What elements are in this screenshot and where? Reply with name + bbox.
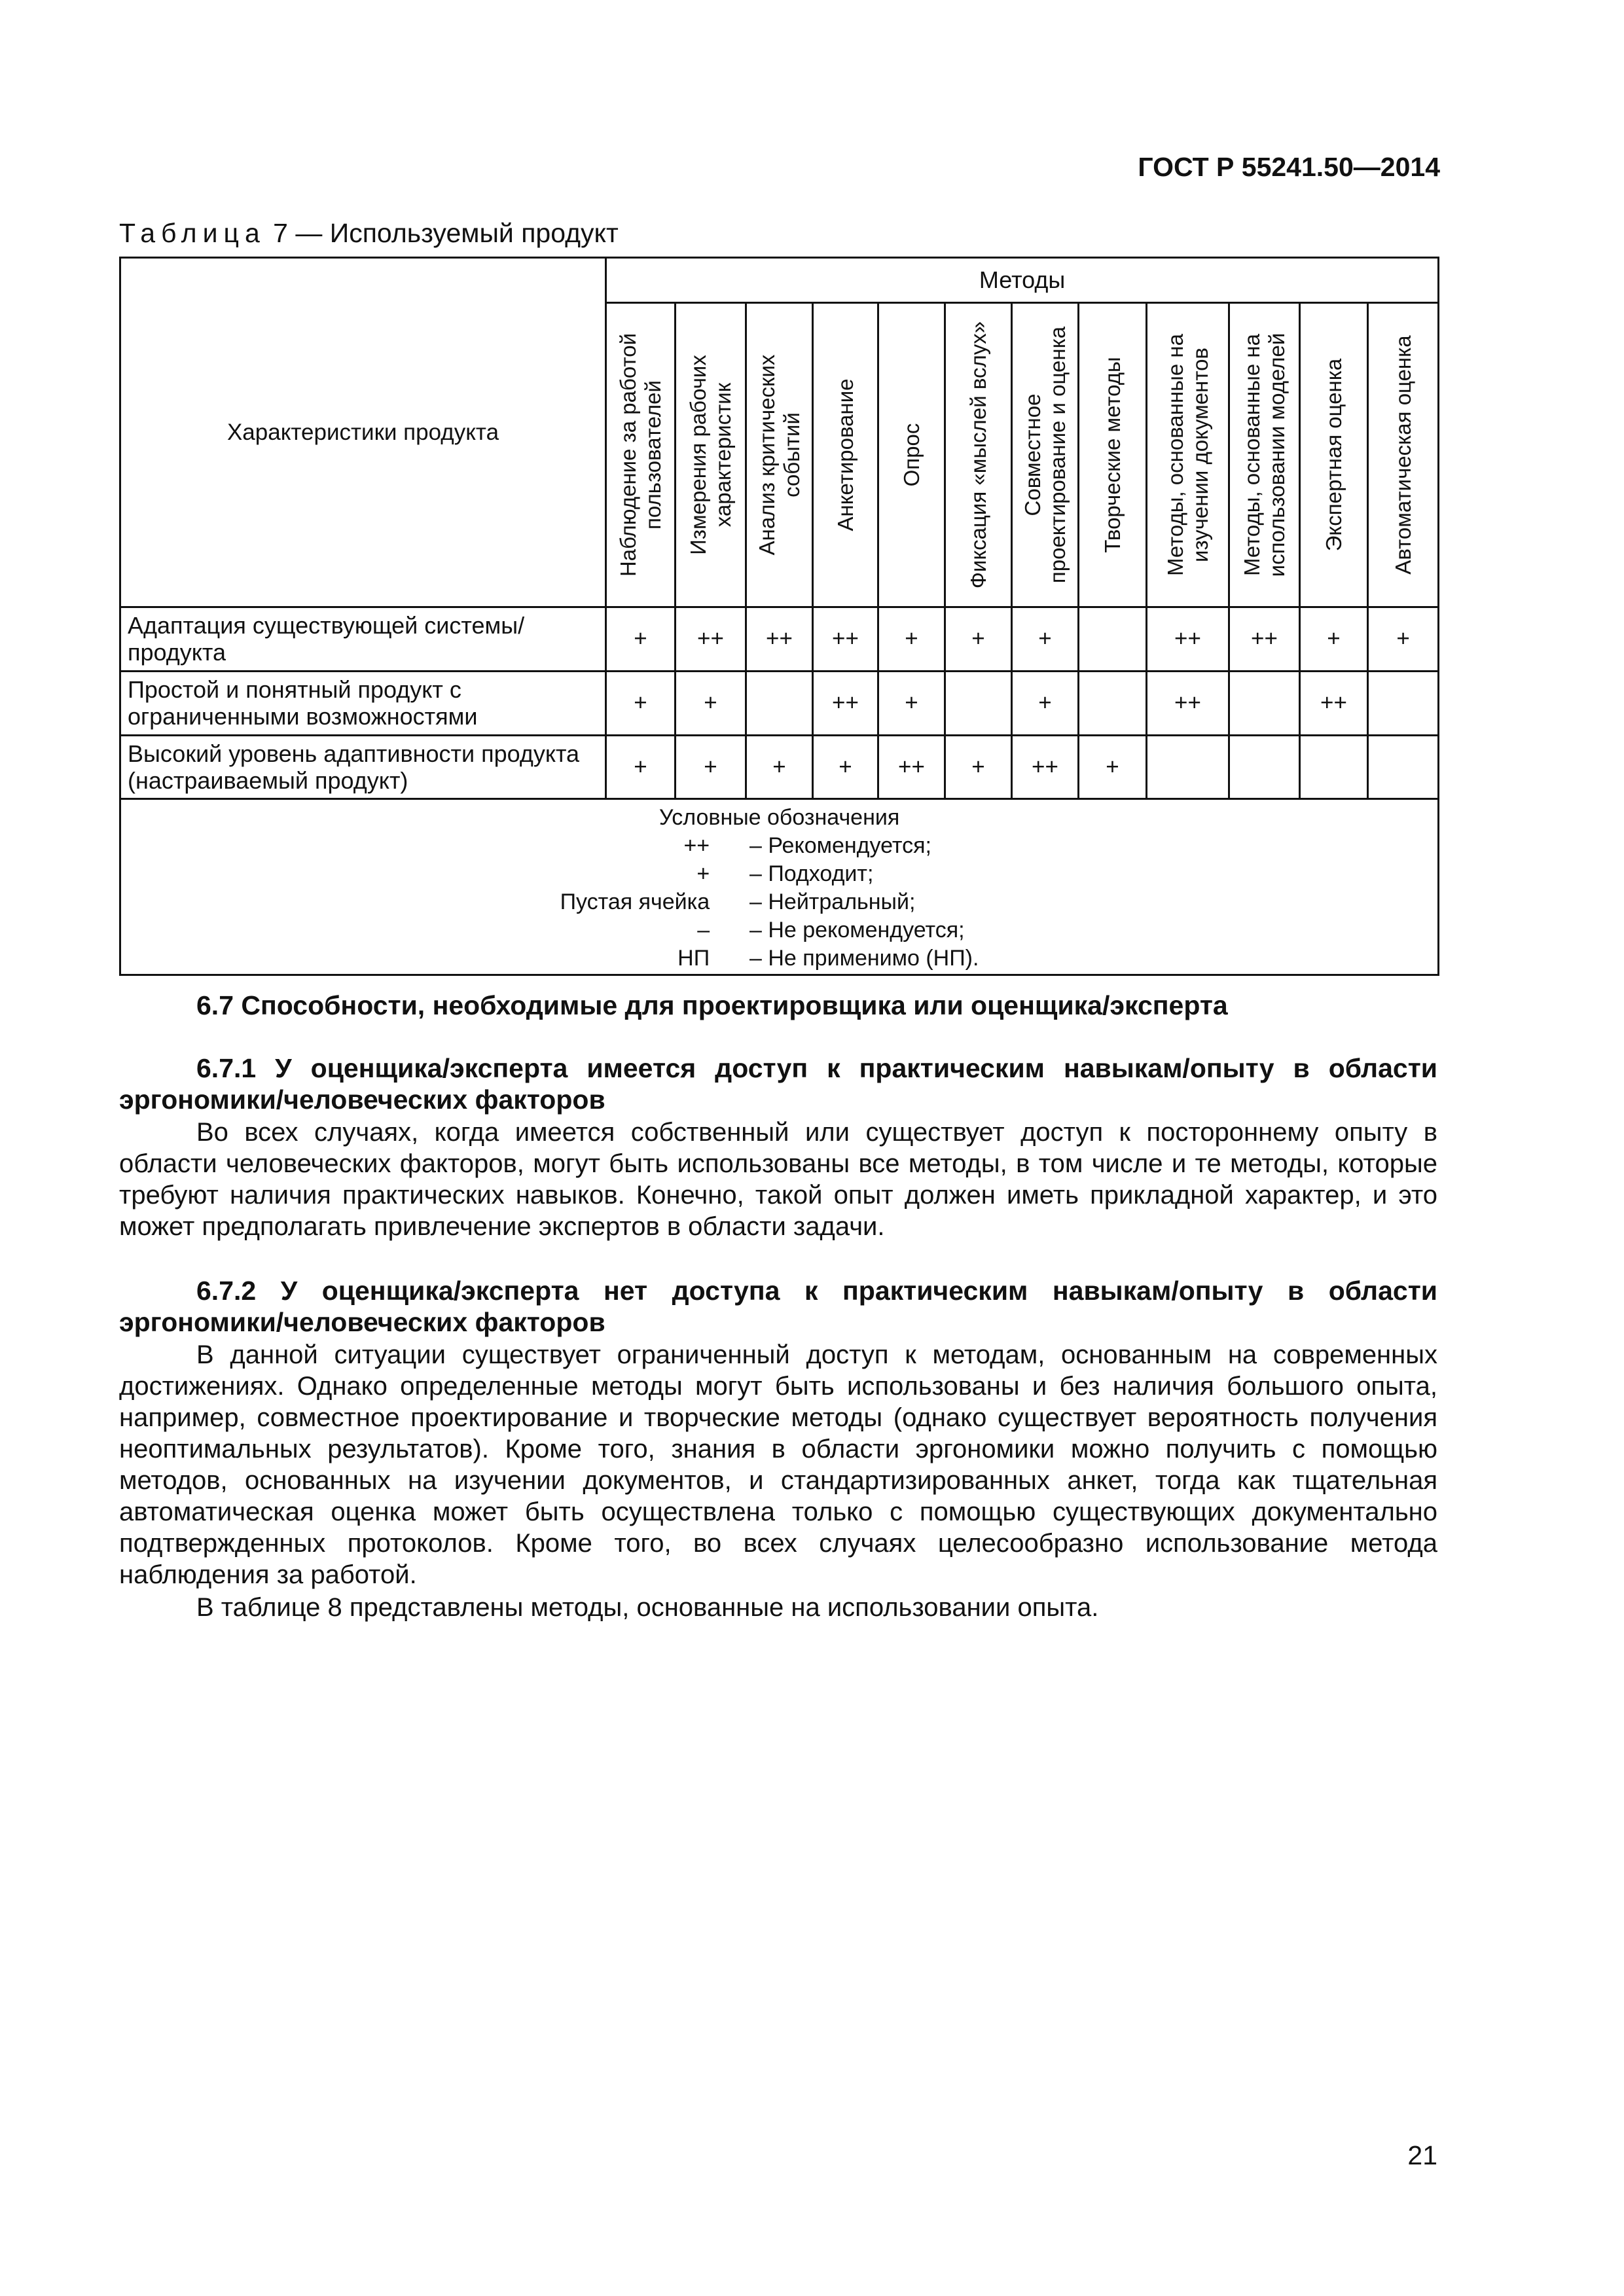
column-header-text: Наблюдение за работой пользователей	[615, 332, 665, 577]
table-header-row-1	[120, 258, 1439, 303]
legend-item	[121, 888, 1437, 916]
table-cell	[1300, 735, 1368, 799]
legend-description: – Рекомендуется;	[749, 833, 931, 859]
column-header	[1012, 303, 1079, 607]
column-header	[1300, 303, 1368, 607]
table-cell: +	[1300, 607, 1368, 672]
table-cell	[945, 671, 1012, 735]
column-header	[746, 303, 813, 607]
section-6-7-2-paragraph-2: В таблице 8 представлены методы, основанные на использовании опыта.	[196, 1593, 1099, 1622]
column-header-text: Творческие методы	[1100, 357, 1125, 553]
table-cell: ++	[746, 607, 813, 672]
table-cell: ++	[1012, 735, 1079, 799]
methods-table	[119, 257, 1439, 976]
table-cell	[746, 671, 813, 735]
column-header	[878, 303, 945, 607]
table-cell: +	[945, 735, 1012, 799]
table-cell: +	[813, 735, 878, 799]
section-6-7-2-paragraph: В данной ситуации существует ограниченный доступ к методам, основанным на современных достижениях. Однако определенные методы могут быть использованы и без наличия большого опыта, например, совместное проектирование и творческие методы (однако существует вероятность получения неоптимальных результатов). Кроме того, знания в области эргономики можно получить с помощью методов, основанных на изучении документов, и стандартизированных анкет, тогда как тщательная автоматическая оценка может быть осуществлена только с помощью существующих документально подтвержденных протоколов. Кроме того, во всех случаях целесообразно использование метода наблюдения за работой.	[119, 1340, 1437, 1589]
table-row	[120, 607, 1439, 672]
table-cell: ++	[1147, 671, 1229, 735]
legend-symbol: ++	[683, 833, 710, 859]
legend-description: – Нейтральный;	[749, 889, 916, 915]
table-cell	[1079, 607, 1147, 672]
table-row	[120, 671, 1439, 735]
section-6-7-heading: 6.7 Способности, необходимые для проектировщика или оценщика/эксперта	[196, 990, 1228, 1020]
section-6-7-1-heading: 6.7.1 У оценщика/эксперта имеется доступ к практическим навыкам/опыту в области эргономики/человеческих факторов	[119, 1053, 1437, 1115]
column-header-text: Измерения рабочих характеристик	[685, 355, 735, 555]
column-header	[1147, 303, 1229, 607]
table-cell: +	[1368, 607, 1439, 672]
column-header	[1368, 303, 1439, 607]
table-cell: +	[676, 671, 746, 735]
column-header-text: Опрос	[899, 423, 924, 487]
table-cell: ++	[1229, 607, 1300, 672]
legend-symbol: Пустая ячейка	[560, 889, 710, 915]
column-header-text: Фиксация «мыслей вслух»	[965, 321, 990, 589]
table-cell	[1368, 671, 1439, 735]
table-cell: +	[1012, 607, 1079, 672]
row-label: Адаптация существующей системы/продукта	[120, 607, 606, 672]
section-6-7-1-paragraph: Во всех случаях, когда имеется собственный или существует доступ к постороннему опыту в области человеческих факторов, могут быть использованы все методы, в том числе и те методы, которые требуют наличия практических навыков. Конечно, такой опыт должен иметь прикладной характер, и это может предполагать привлечение экспертов в области задачи.	[119, 1118, 1437, 1241]
column-header-text: Автоматическая оценка	[1390, 335, 1415, 575]
table-cell	[1368, 735, 1439, 799]
legend-description: – Не применимо (НП).	[749, 946, 979, 971]
column-header-text: Экспертная оценка	[1321, 358, 1346, 552]
legend-item	[121, 832, 1437, 860]
row-label: Высокий уровень адаптивности продукта (настраиваемый продукт)	[120, 735, 606, 799]
column-header-text: Анкетирование	[833, 378, 857, 531]
table-cell: +	[676, 735, 746, 799]
table-cell: ++	[1300, 671, 1368, 735]
column-header-text: Методы, основанные на изучении документов	[1163, 334, 1212, 577]
table-cell: +	[878, 671, 945, 735]
column-header	[676, 303, 746, 607]
legend-cell	[120, 799, 1439, 975]
row-header-characteristics: Характеристики продукта	[120, 258, 606, 607]
standard-designation: ГОСТ Р 55241.50—2014	[1138, 152, 1440, 182]
page-number: 21	[1407, 2140, 1437, 2170]
table-cell	[1229, 735, 1300, 799]
table-cell: +	[606, 735, 676, 799]
table-cell: +	[878, 607, 945, 672]
legend-item	[121, 916, 1437, 944]
table-cell: +	[606, 607, 676, 672]
legend-description: – Подходит;	[749, 861, 874, 887]
legend-symbol: +	[696, 861, 710, 887]
column-header-text: Совместное проектирование и оценка	[1020, 326, 1070, 584]
table-cell	[1229, 671, 1300, 735]
table-cell: +	[746, 735, 813, 799]
legend-description: – Не рекомендуется;	[749, 918, 965, 943]
table-cell: ++	[878, 735, 945, 799]
table-cell: ++	[1147, 607, 1229, 672]
legend	[121, 804, 1437, 971]
table-cell	[1147, 735, 1229, 799]
table-cell: ++	[813, 671, 878, 735]
table-cell	[1079, 671, 1147, 735]
column-header	[606, 303, 676, 607]
column-header	[813, 303, 878, 607]
table-cell: ++	[813, 607, 878, 672]
legend-symbol: НП	[677, 946, 710, 971]
table-cell: +	[945, 607, 1012, 672]
column-header-text: Анализ критических событий	[754, 354, 804, 556]
table-cell: +	[1079, 735, 1147, 799]
table-caption-title: 7 — Используемый продукт	[265, 218, 619, 248]
table-caption-prefix: Таблица	[119, 218, 266, 248]
column-header	[1079, 303, 1147, 607]
legend-item	[121, 860, 1437, 888]
table-row	[120, 735, 1439, 799]
column-header	[1229, 303, 1300, 607]
table-cell: ++	[676, 607, 746, 672]
legend-symbol: –	[697, 918, 710, 943]
section-6-7-2-heading: 6.7.2 У оценщика/эксперта нет доступа к практическим навыкам/опыту в области эргономики/человеческих факторов	[119, 1276, 1437, 1337]
column-group-methods: Методы	[606, 258, 1439, 303]
row-label: Простой и понятный продукт с ограниченными возможностями	[120, 671, 606, 735]
legend-title: Условные обозначения	[659, 805, 900, 831]
table-cell: +	[606, 671, 676, 735]
column-header	[945, 303, 1012, 607]
column-header-text: Методы, основанные на использовании моделей	[1239, 332, 1289, 577]
legend-item	[121, 944, 1437, 973]
table-cell: +	[1012, 671, 1079, 735]
table-caption	[119, 218, 619, 249]
legend-row	[120, 799, 1439, 975]
